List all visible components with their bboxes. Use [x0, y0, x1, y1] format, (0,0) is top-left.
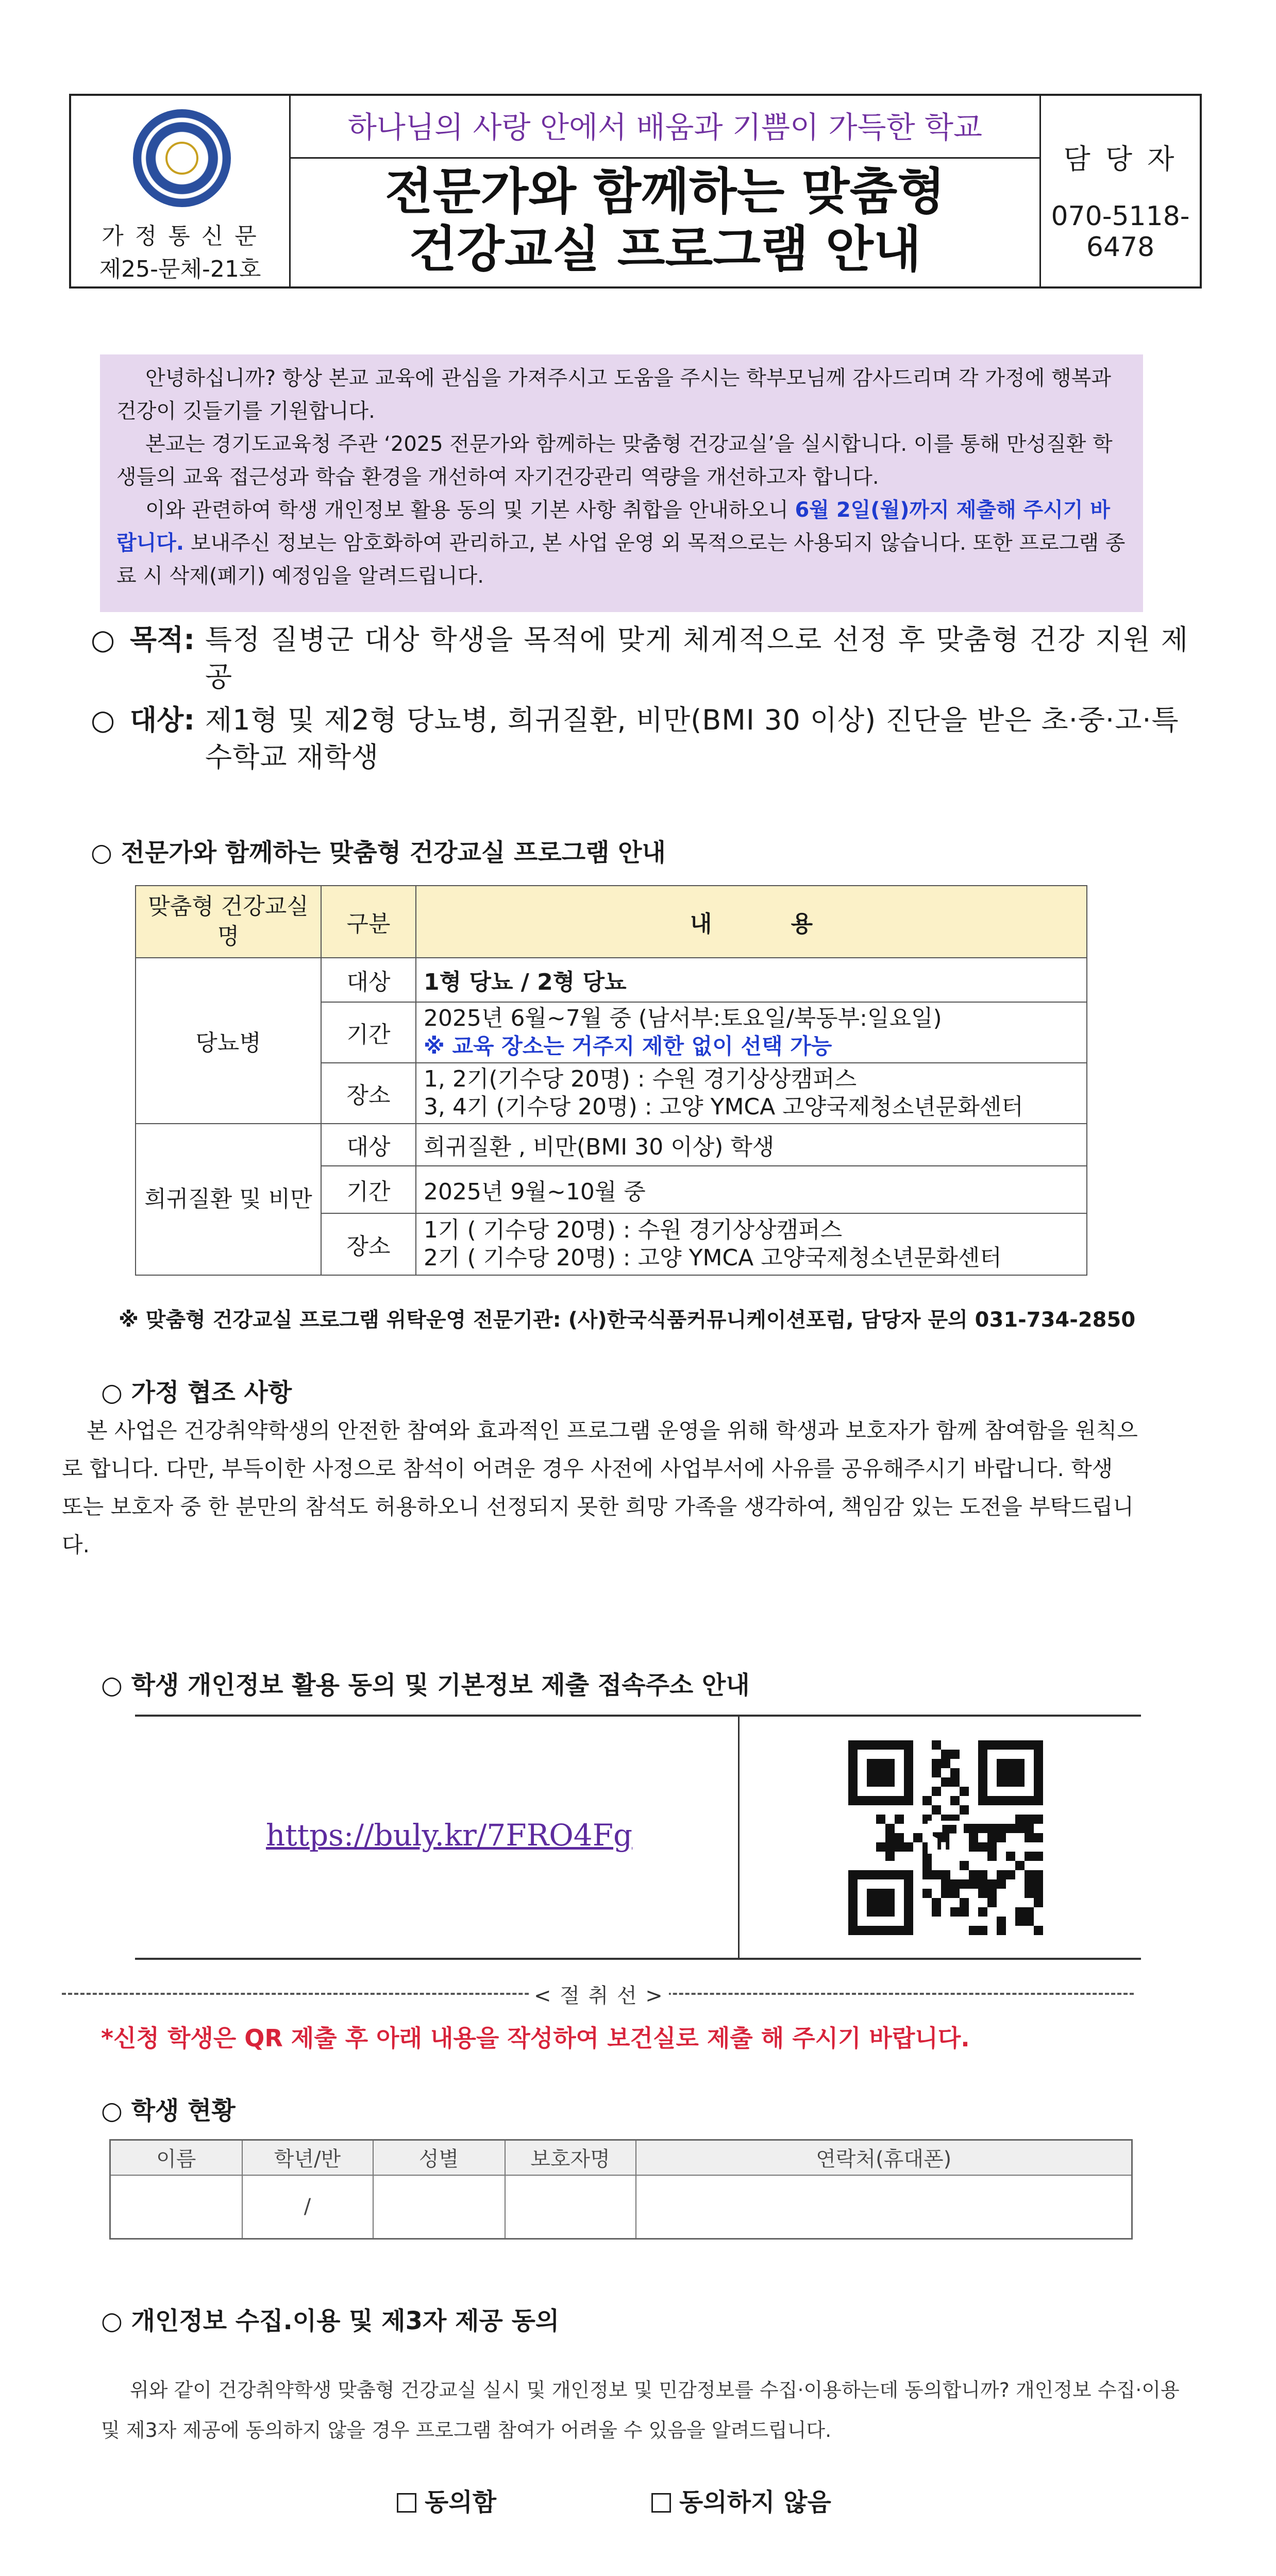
contact-label: 담 당 자 [1063, 143, 1178, 175]
contact-phone: 070-5118-6478 [1051, 201, 1190, 263]
gender-field[interactable] [373, 2175, 505, 2239]
cut-label: < 절 취 선 > [529, 1979, 669, 2009]
privacy-heading: ○ 개인정보 수집.이용 및 제3자 제공 동의 [101, 2307, 560, 2335]
diabetes-location: 1, 2기(기수당 20명) : 수원 경기상상캠퍼스 3, 4기 (기수당 20명) : 고양 YMCA 고양국제청소년문화센터 [416, 1063, 1087, 1124]
diabetes-period: 2025년 6월~7월 중 (남서부:토요일/북동부:일요일) ※ 교육 장소는 거주지 제한 없이 선택 가능 [416, 1002, 1087, 1063]
program-footnote: ※ 맞춤형 건강교실 프로그램 위탁운영 전문기관: (사)한국식품커뮤니케이션포럼, 담당자 문의 031-734-2850 [119, 1308, 1136, 1332]
target-label: 대상: [130, 704, 195, 736]
agree-option[interactable]: 동의함 [397, 2482, 496, 2518]
student-status-heading: ○ 학생 현황 [101, 2096, 236, 2125]
col-header-program: 맞춤형 건강교실명 [136, 886, 321, 958]
grade-class-field[interactable]: / [242, 2175, 373, 2239]
col-header-category: 구분 [321, 886, 416, 958]
intro-box [100, 354, 1143, 612]
deadline-text: 6월 2일(월)까지 제출해 주시기 바랍니다. [116, 498, 1111, 555]
notice-type: 가 정 통 신 문 [102, 223, 259, 249]
consent-url-link[interactable]: https://buly.kr/7FRO4Fg [266, 1818, 633, 1853]
intro-paragraph-1: 안녕하십니까? 항상 본교 교육에 관심을 가져주시고 도움을 주시는 학부모님께 감사드리며 각 가정에 행복과 건강이 깃들기를 기원합니다. [116, 366, 1111, 423]
diabetes-target: 1형 당뇨 / 2형 당뇨 [416, 958, 1087, 1002]
intro-paragraph-2: 본교는 경기도교육청 주관 ‘2025 전문가와 함께하는 맞춤형 건강교실’을 실시합니다. 이를 통해 만성질환 학생들의 교육 접근성과 학습 환경을 개선하여 자기건강관리 역량을 개선하고자 합니다. [116, 432, 1113, 489]
submission-instruction: *신청 학생은 QR 제출 후 아래 내용을 작성하여 보건실로 제출 해 주시기 바랍니다. [101, 2024, 970, 2052]
target-bullet: ○ [91, 704, 115, 736]
header-table [69, 94, 1202, 289]
target-text: 제1형 및 제2형 당뇨병, 희귀질환, 비만(BMI 30 이상) 진단을 받은 초·중·고·특수학교 재학생 [205, 704, 1179, 773]
title-line-1: 전문가와 함께하는 맞춤형 [385, 163, 945, 221]
rare-location: 1기 ( 기수당 20명) : 수원 경기상상캠퍼스 2기 ( 기수당 20명) : 고양 YMCA 고양국제청소년문화센터 [416, 1213, 1087, 1275]
group-rare-obesity: 희귀질환 및 비만 [136, 1124, 321, 1275]
rare-period: 2025년 9월~10월 중 [416, 1166, 1087, 1213]
cooperation-text: 본 사업은 건강취약학생의 안전한 참여와 효과적인 프로그램 운영을 위해 학생과 보호자가 함께 참여함을 원칙으로 합니다. 다만, 부득이한 사정으로 참석이 어려운 경우 사전에 사업부서에 사유를 공유해주시기 바랍니다. 학생 또는 보호자 중 한 분만의 참석도 허용하오니 선정되지 못한 희망 가족을 생각하여, 책임감 있는 도전을 부탁드립니다. [62, 1418, 1138, 1557]
purpose-text: 특정 질병군 대상 학생을 목적에 맞게 체계적으로 선정 후 맞춤형 건강 지원 제공 [205, 623, 1189, 693]
student-status-table: 이름 학년/반 성별 보호자명 연락처(휴대폰) / [109, 2139, 1133, 2240]
name-field[interactable] [110, 2175, 242, 2239]
group-diabetes: 당뇨병 [136, 958, 321, 1124]
guardian-name-field[interactable] [505, 2175, 636, 2239]
page-title [291, 163, 1039, 278]
divider-top [135, 1715, 1141, 1717]
qr-code-icon[interactable] [841, 1733, 1050, 1942]
rare-target: 희귀질환 , 비만(BMI 30 이상) 학생 [416, 1124, 1087, 1166]
title-line-2: 건강교실 프로그램 안내 [409, 221, 921, 278]
agree-checkbox[interactable] [397, 2493, 416, 2513]
divider-vertical [738, 1716, 740, 1959]
disagree-option[interactable]: 동의하지 않음 [651, 2482, 831, 2518]
disagree-checkbox[interactable] [651, 2493, 671, 2513]
privacy-text: 위와 같이 건강취약학생 맞춤형 건강교실 실시 및 개인정보 및 민감정보를 수집·이용하는데 동의합니까? 개인정보 수집·이용 및 제3자 제공에 동의하지 않을 경우 프로그램 참여가 어려울 수 있음을 알려드립니다. [101, 2379, 1180, 2442]
divider-bottom [135, 1958, 1141, 1960]
purpose-label: 목적: [130, 623, 195, 656]
doc-number: 제25-문체-21호 [99, 256, 261, 282]
header-left-cell [71, 96, 291, 286]
phone-field[interactable] [636, 2175, 1132, 2239]
program-heading: ○ 전문가와 함께하는 맞춤형 건강교실 프로그램 안내 [91, 838, 666, 867]
col-header-content: 내 용 [416, 886, 1087, 958]
header-title-cell [291, 96, 1041, 286]
intro-paragraph-3: 이와 관련하여 학생 개인정보 활용 동의 및 기본 사항 취합을 안내하오니 6월 2일(월)까지 제출해 주시기 바랍니다. 보내주신 정보는 암호화하여 관리하고, 본 사업 운영 외 목적으로는 사용되지 않습니다. 또한 프로그램 종료 시 삭제(폐기) 예정임을 알려드립니다. [116, 498, 1126, 588]
consent-link-heading: ○ 학생 개인정보 활용 동의 및 기본정보 제출 접속주소 안내 [101, 1671, 750, 1700]
purpose-bullet: ○ [91, 623, 115, 656]
program-table: 맞춤형 건강교실명 구분 내 용 당뇨병 대상 1형 당뇨 / 2형 당뇨 기간 2025년 6월~7월 중 (남서부:토요일/북동부:일요일) ※ 교육 장소는 거주지 제한 없이 선택 가능 장소 1, 2기(기수당 20명) : 수원 경기상상캠퍼스 3, 4기 (기수당 20명) : 고양 YMCA 고양국제청소년문화센터 희귀질환 및 비만 대상 희귀질환 , 비만(BMI 30 이상) 학생 기간 2025년 9월~10월 중 장소 1기 ( 기수당 20명) : 수원 경기상상캠퍼스 2기 ( 기수당 20명) : 고양 YMCA 고양국제청소년문화센터 [135, 885, 1087, 1276]
cooperation-heading: ○ 가정 협조 사항 [101, 1378, 292, 1407]
school-slogan: 하나님의 사랑 안에서 배움과 기쁨이 가득한 학교 [291, 96, 1039, 159]
school-emblem-icon [133, 109, 231, 207]
